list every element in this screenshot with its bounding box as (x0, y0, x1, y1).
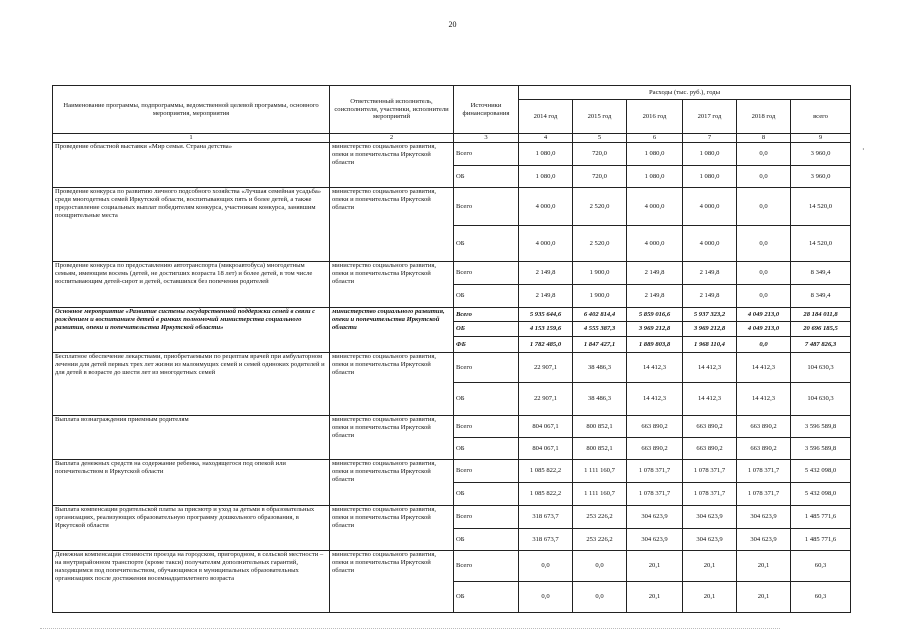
total-value-cell: 1 485 771,6 (791, 506, 851, 529)
year-value-cell: 804 067,1 (519, 416, 573, 438)
year-value-cell: 0,0 (737, 337, 791, 353)
executor-cell: министерство социального развития, опеки и попечительства Иркутской области (330, 416, 454, 460)
year-value-cell: 0,0 (737, 262, 791, 285)
year-value-cell: 720,0 (573, 166, 627, 188)
total-value-cell: 5 432 098,0 (791, 483, 851, 506)
year-value-cell: 4 000,0 (519, 226, 573, 262)
year-value-cell: 304 623,9 (737, 529, 791, 551)
index-cell: 8 (737, 134, 791, 143)
year-value-cell: 318 673,7 (519, 529, 573, 551)
executor-cell: министерство социального развития, опеки и попечительства Иркутской области (330, 551, 454, 613)
funding-source-cell: Всего (454, 262, 519, 285)
program-name-cell: Проведение областной выставки «Мир семьи. Страна детства» (53, 143, 330, 188)
year-value-cell: 304 623,9 (737, 506, 791, 529)
year-value-cell: 304 623,9 (627, 506, 683, 529)
year-value-cell: 20,1 (737, 551, 791, 582)
funding-source-cell: Всего (454, 551, 519, 582)
year-value-cell: 5 859 016,6 (627, 308, 683, 322)
funding-source-cell: ОБ (454, 438, 519, 460)
year-value-cell: 38 486,3 (573, 383, 627, 416)
year-value-cell: 20,1 (627, 551, 683, 582)
year-value-cell: 0,0 (737, 166, 791, 188)
funding-source-cell: ОБ (454, 226, 519, 262)
year-value-cell: 14 412,3 (737, 353, 791, 383)
year-value-cell: 2 520,0 (573, 226, 627, 262)
index-cell: 2 (330, 134, 454, 143)
funding-source-cell: Всего (454, 460, 519, 483)
program-name-cell: Проведение конкурса по предоставлению автотранспорта (микроавтобуса) многодетным семьям, имеющим восемь (детей, не достигших возраста 18 лет) и более детей, в том числе воспитывающим детей-сирот и детей, оставшихся без попечения родителей (53, 262, 330, 308)
program-name-cell: Денежная компенсация стоимости проезда на городском, пригородном, в сельской местности – на внутрирайонном транспорте (кроме такси) получателям дополнительных гарантий, находящимся под попечительством, обучающимся в муниципальных образовательных организациях после достижения восемнадцатилетнего возраста (53, 551, 330, 613)
year-value-cell: 4 153 159,6 (519, 322, 573, 337)
year-value-cell: 1 900,0 (573, 285, 627, 308)
year-value-cell: 3 969 212,8 (683, 322, 737, 337)
year-value-cell: 4 555 387,3 (573, 322, 627, 337)
table-row (53, 188, 851, 226)
table-row (53, 506, 851, 529)
program-name-cell: Выплата денежных средств на содержание ребенка, находящегося под опекой или попечительством в Иркутской области (53, 460, 330, 506)
index-row (53, 134, 851, 143)
executor-cell: министерство социального развития, опеки и попечительства Иркутской области (330, 353, 454, 416)
year-value-cell: 1 080,0 (519, 166, 573, 188)
funding-source-cell: Всего (454, 188, 519, 226)
year-value-cell: 253 226,2 (573, 506, 627, 529)
total-value-cell: 8 349,4 (791, 262, 851, 285)
funding-source-cell: ОБ (454, 483, 519, 506)
year-value-cell: 304 623,9 (683, 529, 737, 551)
year-value-cell: 20,1 (683, 582, 737, 613)
year-value-cell: 800 852,1 (573, 438, 627, 460)
year-value-cell: 1 078 371,7 (627, 460, 683, 483)
year-value-cell: 1 080,0 (627, 166, 683, 188)
funding-source-cell: ФБ (454, 337, 519, 353)
table-body (53, 143, 851, 613)
total-value-cell: 3 596 589,8 (791, 438, 851, 460)
year-value-cell: 14 412,3 (737, 383, 791, 416)
year-value-cell: 663 890,2 (737, 416, 791, 438)
index-cell: 4 (519, 134, 573, 143)
funding-source-cell: Всего (454, 143, 519, 166)
year-value-cell: 1 080,0 (519, 143, 573, 166)
budget-table (52, 85, 851, 613)
year-value-cell: 1 078 371,7 (737, 460, 791, 483)
total-value-cell: 104 630,3 (791, 353, 851, 383)
year-value-cell: 22 907,1 (519, 353, 573, 383)
year-value-cell: 3 969 212,8 (627, 322, 683, 337)
year-value-cell: 0,0 (573, 582, 627, 613)
header-year: 2015 год (573, 100, 627, 134)
table-row (53, 262, 851, 285)
total-value-cell: 3 960,0 (791, 166, 851, 188)
year-value-cell: 1 111 160,7 (573, 483, 627, 506)
scan-artifact-line (40, 628, 780, 629)
total-value-cell: 14 520,0 (791, 226, 851, 262)
year-value-cell: 0,0 (519, 582, 573, 613)
program-name-cell: Основное мероприятие «Развитие системы государственной поддержки семей в связи с рождением и воспитанием детей в рамках полномочий министерства социального развития, опеки и попечительства Иркутской области» (53, 308, 330, 353)
year-value-cell: 663 890,2 (627, 438, 683, 460)
year-value-cell: 800 852,1 (573, 416, 627, 438)
year-value-cell: 1 085 822,2 (519, 460, 573, 483)
year-value-cell: 2 149,8 (683, 262, 737, 285)
header-year: 2017 год (683, 100, 737, 134)
table-row (53, 460, 851, 483)
executor-cell: министерство социального развития, опеки и попечительства Иркутской области (330, 262, 454, 308)
year-value-cell: 4 000,0 (519, 188, 573, 226)
margin-mark: · (862, 145, 865, 154)
year-value-cell: 1 782 485,0 (519, 337, 573, 353)
year-value-cell: 1 111 160,7 (573, 460, 627, 483)
year-value-cell: 0,0 (737, 143, 791, 166)
year-value-cell: 0,0 (573, 551, 627, 582)
year-value-cell: 663 890,2 (627, 416, 683, 438)
year-value-cell: 1 968 110,4 (683, 337, 737, 353)
funding-source-cell: Всего (454, 506, 519, 529)
index-cell: 9 (791, 134, 851, 143)
total-value-cell: 60,3 (791, 551, 851, 582)
year-value-cell: 1 889 803,8 (627, 337, 683, 353)
year-value-cell: 20,1 (683, 551, 737, 582)
year-value-cell: 14 412,3 (627, 353, 683, 383)
index-cell: 7 (683, 134, 737, 143)
year-value-cell: 2 149,8 (519, 262, 573, 285)
program-name-cell: Выплата вознаграждения приемным родителям (53, 416, 330, 460)
funding-source-cell: Всего (454, 308, 519, 322)
year-value-cell: 5 935 644,6 (519, 308, 573, 322)
executor-cell: министерство социального развития, опеки и попечительства Иркутской области (330, 460, 454, 506)
year-value-cell: 14 412,3 (683, 353, 737, 383)
funding-source-cell: ОБ (454, 322, 519, 337)
total-value-cell: 60,3 (791, 582, 851, 613)
year-value-cell: 1 080,0 (627, 143, 683, 166)
funding-source-cell: ОБ (454, 285, 519, 308)
year-value-cell: 1 078 371,7 (683, 483, 737, 506)
executor-cell: министерство социального развития, опеки и попечительства Иркутской области (330, 308, 454, 353)
year-value-cell: 2 149,8 (519, 285, 573, 308)
year-value-cell: 1 085 822,2 (519, 483, 573, 506)
year-value-cell: 1 900,0 (573, 262, 627, 285)
year-value-cell: 4 000,0 (683, 226, 737, 262)
program-name-cell: Проведение конкурса по развитию личного подсобного хозяйства «Лучшая семейная усадьба» среди многодетных семей Иркутской области, воспитывающих пять и более детей, а также предоставление социальных выплат победителям конкурса, участникам конкурса, занявшим поощрительные места (53, 188, 330, 262)
total-value-cell: 5 432 098,0 (791, 460, 851, 483)
year-value-cell: 0,0 (737, 226, 791, 262)
header-year: 2018 год (737, 100, 791, 134)
index-cell: 3 (454, 134, 519, 143)
year-value-cell: 804 067,1 (519, 438, 573, 460)
table-row (53, 353, 851, 383)
year-value-cell: 720,0 (573, 143, 627, 166)
year-value-cell: 14 412,3 (683, 383, 737, 416)
year-value-cell: 318 673,7 (519, 506, 573, 529)
year-value-cell: 38 486,3 (573, 353, 627, 383)
year-value-cell: 663 890,2 (683, 416, 737, 438)
table-row (53, 551, 851, 582)
year-value-cell: 0,0 (737, 188, 791, 226)
year-value-cell: 663 890,2 (737, 438, 791, 460)
year-value-cell: 1 847 427,1 (573, 337, 627, 353)
year-value-cell: 0,0 (519, 551, 573, 582)
executor-cell: министерство социального развития, опеки и попечительства Иркутской области (330, 143, 454, 188)
year-value-cell: 4 049 213,0 (737, 322, 791, 337)
year-value-cell: 14 412,3 (627, 383, 683, 416)
total-value-cell: 1 485 771,6 (791, 529, 851, 551)
total-value-cell: 7 487 826,3 (791, 337, 851, 353)
year-value-cell: 22 907,1 (519, 383, 573, 416)
total-value-cell: 14 520,0 (791, 188, 851, 226)
year-value-cell: 2 520,0 (573, 188, 627, 226)
funding-source-cell: Всего (454, 416, 519, 438)
total-value-cell: 3 596 589,8 (791, 416, 851, 438)
year-value-cell: 2 149,8 (627, 262, 683, 285)
year-value-cell: 1 078 371,7 (627, 483, 683, 506)
header-year: 2016 год (627, 100, 683, 134)
year-value-cell: 4 000,0 (627, 226, 683, 262)
header-source: Источники финансирования (454, 86, 519, 134)
table-row (53, 416, 851, 438)
funding-source-cell: ОБ (454, 166, 519, 188)
index-cell: 5 (573, 134, 627, 143)
total-value-cell: 8 349,4 (791, 285, 851, 308)
year-value-cell: 304 623,9 (627, 529, 683, 551)
total-value-cell: 104 630,3 (791, 383, 851, 416)
year-value-cell: 1 078 371,7 (737, 483, 791, 506)
header-expenses: Расходы (тыс. руб.), годы (519, 86, 851, 100)
program-name-cell: Выплата компенсации родительской платы за присмотр и уход за детьми в образовательных организациях, реализующих образовательную программу дошкольного образования, в Иркутской области (53, 506, 330, 551)
year-value-cell: 1 080,0 (683, 166, 737, 188)
year-value-cell: 2 149,8 (627, 285, 683, 308)
executor-cell: министерство социального развития, опеки и попечительства Иркутской области (330, 188, 454, 262)
total-value-cell: 28 184 011,8 (791, 308, 851, 322)
year-value-cell: 5 937 323,2 (683, 308, 737, 322)
header-executor: Ответственный исполнитель, соисполнители, участники, исполнители мероприятий (330, 86, 454, 134)
header-year: 2014 год (519, 100, 573, 134)
header-program: Наименование программы, подпрограммы, ведомственной целевой программы, основного мероприятия, мероприятия (53, 86, 330, 134)
year-value-cell: 4 000,0 (683, 188, 737, 226)
header-total: всего (791, 100, 851, 134)
table-row (53, 143, 851, 166)
year-value-cell: 1 078 371,7 (683, 460, 737, 483)
funding-source-cell: ОБ (454, 383, 519, 416)
funding-source-cell: ОБ (454, 529, 519, 551)
year-value-cell: 663 890,2 (683, 438, 737, 460)
table-row (53, 308, 851, 322)
executor-cell: министерство социального развития, опеки и попечительства Иркутской области (330, 506, 454, 551)
year-value-cell: 4 000,0 (627, 188, 683, 226)
total-value-cell: 20 696 185,5 (791, 322, 851, 337)
year-value-cell: 20,1 (737, 582, 791, 613)
index-cell: 1 (53, 134, 330, 143)
program-name-cell: Бесплатное обеспечение лекарствами, приобретаемыми по рецептам врачей при амбулаторном лечении для детей первых трех лет жизни из малоимущих семей и семей одиноких родителей и для детей в возрасте до шести лет из многодетных семей (53, 353, 330, 416)
year-value-cell: 6 402 814,4 (573, 308, 627, 322)
funding-source-cell: Всего (454, 353, 519, 383)
year-value-cell: 20,1 (627, 582, 683, 613)
page-number: 20 (448, 20, 457, 29)
total-value-cell: 3 960,0 (791, 143, 851, 166)
year-value-cell: 1 080,0 (683, 143, 737, 166)
year-value-cell: 0,0 (737, 285, 791, 308)
funding-source-cell: ОБ (454, 582, 519, 613)
year-value-cell: 253 226,2 (573, 529, 627, 551)
year-value-cell: 2 149,8 (683, 285, 737, 308)
index-cell: 6 (627, 134, 683, 143)
year-value-cell: 304 623,9 (683, 506, 737, 529)
year-value-cell: 4 049 213,0 (737, 308, 791, 322)
